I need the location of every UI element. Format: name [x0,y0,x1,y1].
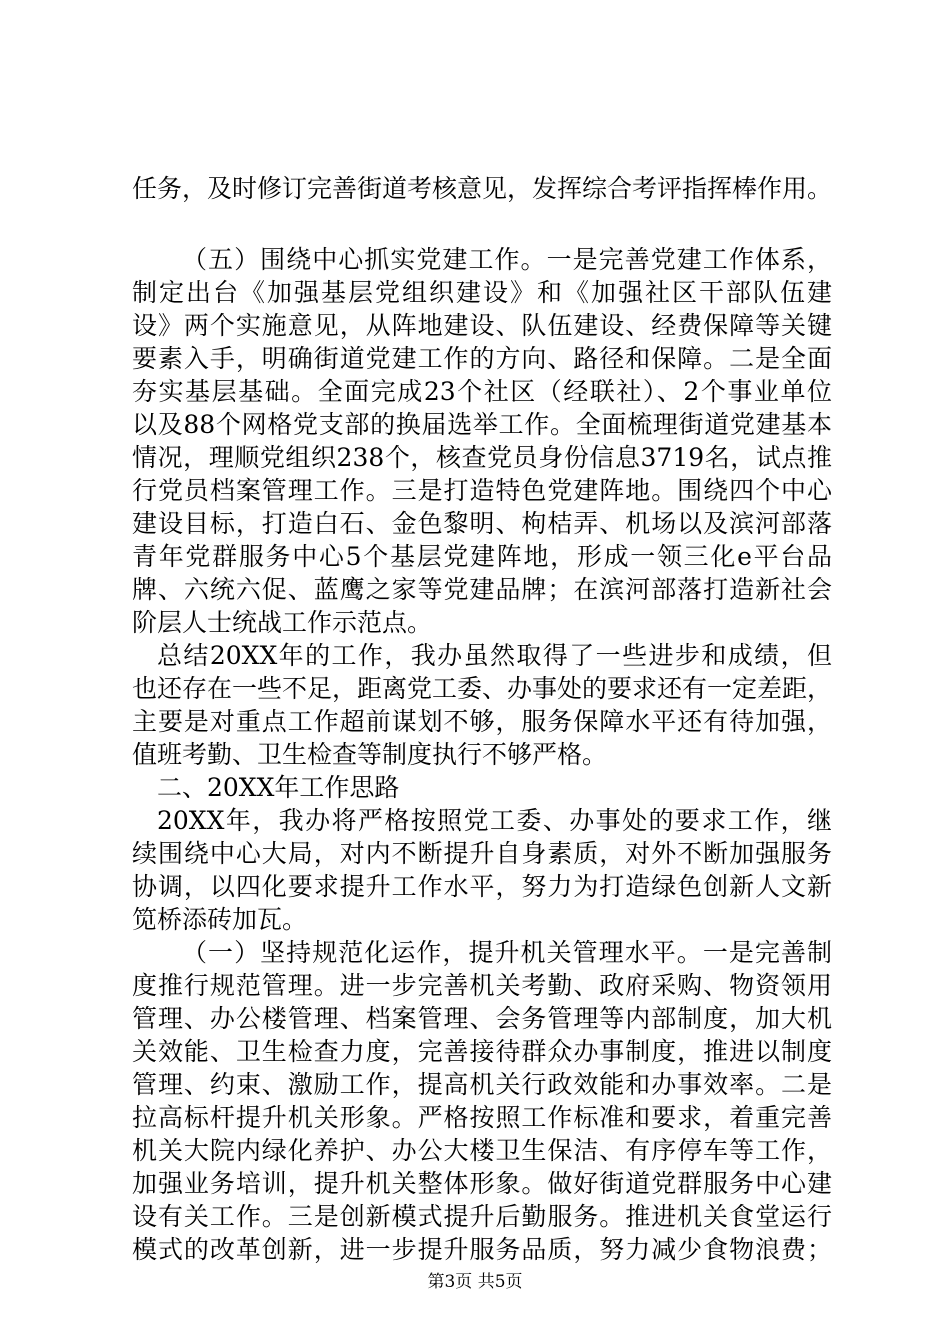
paragraph-line: 关效能、卫生检查力度，完善接待群众办事制度，推进以制度 [132,1037,832,1066]
paragraph-line: 总结20XX年的工作，我办虽然取得了一些进步和成绩，但 [157,641,832,670]
paragraph-line: 行党员档案管理工作。三是打造特色党建阵地。围绕四个中心 [132,476,832,505]
paragraph-line: 主要是对重点工作超前谋划不够，服务保障水平还有待加强， [132,707,832,736]
paragraph-line: 也还存在一些不足，距离党工委、办事处的要求还有一定差距， [132,674,833,703]
paragraph-line: 续围绕中心大局，对内不断提升自身素质，对外不断加强服务 [132,839,832,868]
paragraph-line: 拉高标杆提升机关形象。严格按照工作标准和要求，着重完善 [132,1103,832,1132]
paragraph-line: 设有关工作。三是创新模式提升后勤服务。推进机关食堂运行 [132,1202,832,1231]
paragraph-line: 情况，理顺党组织238个，核查党员身份信息3719名，试点推 [132,443,832,472]
paragraph-line: 20XX年，我办将严格按照党工委、办事处的要求工作，继 [157,806,832,835]
paragraph-line: 管理、办公楼管理、档案管理、会务管理等内部制度，加大机 [132,1004,832,1033]
section-heading: 二、20XX年工作思路 [157,773,400,802]
paragraph-line: 设》两个实施意见，从阵地建设、队伍建设、经费保障等关键 [132,311,832,340]
paragraph-line: 以及88个网格党支部的换届选举工作。全面梳理街道党建基本 [132,410,832,439]
paragraph-line: 值班考勤、卫生检查等制度执行不够严格。 [132,740,608,769]
paragraph-line: 机关大院内绿化养护、办公大楼卫生保洁、有序停车等工作， [132,1136,832,1165]
paragraph-line: 模式的改革创新，进一步提升服务品质，努力减少食物浪费； [132,1235,832,1264]
paragraph-line: 牌、六统六促、蓝鹰之家等党建品牌；在滨河部落打造新社会 [132,575,832,604]
paragraph-line: 建设目标，打造白石、金色黎明、枸桔弄、机场以及滨河部落 [132,509,832,538]
paragraph-line: 协调，以四化要求提升工作水平，努力为打造绿色创新人文新 [132,872,832,901]
paragraph-line: 度推行规范管理。进一步完善机关考勤、政府采购、物资领用 [132,971,832,1000]
paragraph-line: 要素入手，明确街道党建工作的方向、路径和保障。二是全面 [132,344,832,373]
paragraph-gap [132,205,832,243]
paragraph-line: （一）坚持规范化运作，提升机关管理水平。一是完善制 [182,938,832,967]
document-body [132,172,832,1266]
paragraph-line: （五）围绕中心抓实党建工作。一是完善党建工作体系， [182,245,832,274]
paragraph-line: 青年党群服务中心5个基层党建阵地，形成一领三化e平台品 [132,542,832,571]
paragraph-line: 笕桥添砖加瓦。 [132,905,308,934]
paragraph-line: 夯实基层基础。全面完成23个社区（经联社）、2个事业单位 [132,377,832,406]
paragraph-line: 制定出台《加强基层党组织建设》和《加强社区干部队伍建 [132,278,832,307]
paragraph-line: 加强业务培训，提升机关整体形象。做好街道党群服务中心建 [132,1169,832,1198]
page-number-footer: 第3页 共5页 [427,1272,523,1292]
paragraph-line: 阶层人士统战工作示范点。 [132,608,433,637]
paragraph-line: 管理、约束、激励工作，提高机关行政效能和办事效率。二是 [132,1070,832,1099]
paragraph-line: 任务，及时修订完善街道考核意见，发挥综合考评指挥棒作用。 [132,174,833,203]
